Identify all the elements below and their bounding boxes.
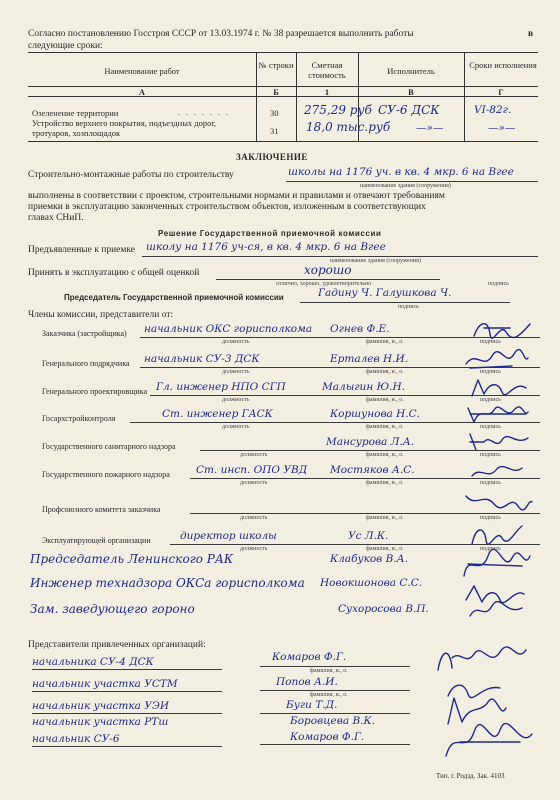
decision-title: Решение Государственной приемочной комиссии (158, 229, 382, 238)
signature-scribble-7 (462, 488, 534, 514)
member-4-name-caption: фамилия, и., о. (366, 424, 404, 430)
member-2-name-caption: фамилия, и., о. (366, 369, 404, 375)
col-header-name: Наименование работ (104, 66, 180, 76)
col-letter-g: Г (498, 87, 504, 97)
col-header-cost: Сметная стоимость (308, 60, 346, 80)
member-6-signature-caption: подпись (480, 480, 501, 486)
member-6-name-caption: фамилия, и., о. (366, 480, 404, 486)
header-line1-end: в (528, 29, 534, 39)
invited-2-name: Попов А.И. (276, 676, 338, 688)
member-1-position: начальник ОКС горисполкома (144, 323, 313, 335)
member-7-name-caption: фамилия, и., о. (366, 515, 404, 521)
conclusion-body1: выполнены в соответствии с проектом, строительными нормами и правилами и отвечают требованиям (28, 191, 445, 201)
table-row-2-name: Устройство верхнего покрытия, подъездных дорог, тротуаров, хозплощадок (32, 118, 217, 138)
signature-scribble-4 (464, 400, 532, 428)
invited-3-name: Буги Т.Д. (286, 699, 338, 711)
member-2-signature-caption: подпись (480, 369, 501, 375)
invited-2-position: начальник участка УСТМ (32, 678, 178, 690)
member-7-org: Профсоюзного комитета заказчика (42, 505, 161, 514)
signature-scribble-5 (466, 428, 532, 456)
table-row-1-name: Озеленение территории (32, 108, 119, 118)
invited-4-position: начальник участка РТш (32, 716, 169, 728)
extra-member-3-position: Зам. заведующего гороно (30, 602, 195, 616)
member-1-position-caption: должность (222, 339, 250, 345)
member-4-name: Коршунова Н.С. (330, 408, 421, 420)
header-line2: следующие сроки: (28, 41, 103, 51)
member-2-org: Генерального подрядчика (42, 359, 130, 368)
member-2-name: Ерталев Н.И. (330, 353, 408, 365)
signature-scribble-6 (468, 462, 526, 482)
invited-4-name: Боровцева В.К. (290, 715, 375, 727)
conclusion-object: школы на 1176 уч. в кв. 4 мкр. 6 на Вгее (288, 166, 514, 178)
signature-scribble-8 (466, 520, 526, 548)
col-header-num: № строки (258, 60, 294, 70)
member-6-org: Государственного пожарного надзора (42, 470, 170, 479)
invited-5-position: начальник СУ-6 (32, 733, 120, 745)
extra-member-2-position: Инженер технадзора ОКСа горисполкома (30, 576, 305, 590)
member-1-name: Огнев Ф.Е. (330, 323, 390, 335)
col-letter-b: Б (273, 87, 279, 97)
member-7-signature-caption: подпись (480, 515, 501, 521)
member-5-org: Государственного санитарного надзора (42, 442, 176, 451)
member-2-position: начальник СУ-3 ДСК (144, 353, 260, 365)
conclusion-body3: главах СНиП. (28, 213, 84, 223)
member-8-org: Эксплуатирующей организации (42, 536, 151, 545)
table-row-2-cost: 18,0 тыс.руб (306, 120, 391, 134)
signature-scribble-3 (468, 374, 530, 402)
table-row-2-num: 31 (270, 126, 279, 136)
member-8-signature-caption: подпись (480, 546, 501, 552)
chairman-value: Гадину Ч. Галушкова Ч. (318, 287, 452, 299)
invited-label: Представители привлеченных организаций: (28, 640, 206, 650)
signature-scribble-1 (470, 316, 534, 344)
signature-scribble-15 (440, 722, 536, 762)
member-5-position-caption: должность (240, 452, 268, 458)
table-row-1-executor: СУ-6 ДСК (378, 103, 440, 117)
col-letter-v: В (408, 87, 414, 97)
table-row-2-term: —»— (488, 122, 516, 134)
extra-member-1-name: Клабуков В.А. (330, 553, 408, 565)
conclusion-object-caption: наименование здания (сооружения) (360, 183, 451, 189)
member-8-position: директор школы (180, 530, 277, 542)
member-1-org: Заказчика (застройщика) (42, 329, 127, 338)
col-header-executor: Исполнитель (387, 66, 435, 76)
signature-scribble-12 (430, 644, 530, 678)
signature-scribble-2 (462, 346, 532, 374)
member-3-signature-caption: подпись (480, 397, 501, 403)
member-3-position-caption: должность (222, 397, 250, 403)
member-3-name: Малыгин Ю.Н. (322, 381, 405, 393)
accepted-label: Принять в эксплуатацию с общей оценкой (28, 268, 200, 278)
accepted-signature-caption: подпись (488, 281, 509, 287)
member-6-position: Ст. инсп. ОПО УВД (196, 464, 308, 476)
print-footer: Тип. г. Родзд. Зак. 4103 (436, 772, 505, 780)
member-8-position-caption: должность (240, 546, 268, 552)
invited-5-name: Комаров Ф.Г. (290, 731, 365, 743)
presented-label: Предъявленные к приемке (28, 245, 136, 255)
extra-member-2-name: Новокшонова С.С. (320, 577, 423, 589)
table-row-1-num: 30 (270, 108, 279, 118)
member-3-position: Гл. инженер НПО СГП (156, 381, 286, 393)
header-line1: Согласно постановлению Госстроя СССР от 13.03.1974 г. № 38 разрешается выполнить работы (28, 29, 414, 39)
chairman-label: Председатель Государственной приемочной комиссии (64, 293, 284, 302)
member-5-name-caption: фамилия, и., о. (366, 452, 404, 458)
members-label: Члены комиссии, представители от: (28, 310, 174, 320)
invited-2-name-caption: фамилия, и., о. (310, 692, 348, 698)
conclusion-intro: Строительно-монтажные работы по строительству (28, 170, 234, 180)
member-8-name-caption: фамилия, и., о. (366, 546, 404, 552)
invited-3-position: начальник участка УЭИ (32, 700, 170, 712)
member-5-name: Мансурова Л.А. (326, 436, 415, 448)
member-8-name: Ус Л.К. (348, 530, 389, 542)
col-header-term: Сроки исполнения (469, 60, 537, 70)
works-table: Наименование работ № строки Сметная стоимость Исполнитель Сроки исполнения А Б 1 В Г Озеленение территории . . . . . . . 30 275,29 руб СУ-6 ДСК VI-82г. Устройство верхнего покрытия, подъездных дорог, тротуаров, хозплощадок 31 18,0 тыс.руб —»— —»— (28, 52, 538, 142)
invited-1-name: Комаров Ф.Г. (272, 651, 347, 663)
conclusion-title: ЗАКЛЮЧЕНИЕ (236, 152, 308, 162)
member-4-org: Госархстройконтроля (42, 414, 116, 423)
invited-1-position: начальника СУ-4 ДСК (32, 656, 154, 668)
member-4-signature-caption: подпись (480, 424, 501, 430)
signature-scribble-11 (466, 598, 526, 622)
signature-scribble-9 (458, 548, 534, 582)
member-4-position: Ст. инженер ГАСК (162, 408, 273, 420)
chairman-caption: подпись (398, 304, 419, 310)
col-letter-a: А (138, 87, 146, 97)
member-1-signature-caption: подпись (480, 339, 501, 345)
accepted-value: хорошо (304, 263, 352, 277)
member-7-position-caption: должность (240, 515, 268, 521)
member-5-signature-caption: подпись (480, 452, 501, 458)
table-row-1-term: VI-82г. (474, 104, 512, 116)
member-1-name-caption: фамилия, и., о. (366, 339, 404, 345)
col-letter-1: 1 (324, 87, 330, 97)
accepted-caption: отлично, хорошо, удовлетворительно (276, 281, 372, 287)
member-3-org: Генерального проектировщика (42, 387, 148, 396)
presented-value: школу на 1176 уч-ся, в кв. 4 мкр. 6 на Вгее (146, 241, 386, 253)
extra-member-3-name: Сухоросова В.П. (338, 603, 429, 615)
invited-1-name-caption: фамилия, и., о. (310, 668, 348, 674)
extra-member-1-position: Председатель Ленинского РАК (30, 552, 234, 566)
member-3-name-caption: фамилия, и., о. (366, 397, 404, 403)
member-6-position-caption: должность (240, 480, 268, 486)
table-row-1-cost: 275,29 руб (304, 103, 372, 117)
member-4-position-caption: должность (222, 424, 250, 430)
member-6-name: Мостяков А.С. (330, 464, 415, 476)
table-row-2-executor: —»— (416, 122, 444, 134)
presented-caption: наименование здания (сооружения) (330, 258, 421, 264)
member-2-position-caption: должность (222, 369, 250, 375)
conclusion-body2: приемки в эксплуатацию законченных строительством объектов, изложенным в соответствующих (28, 202, 426, 212)
